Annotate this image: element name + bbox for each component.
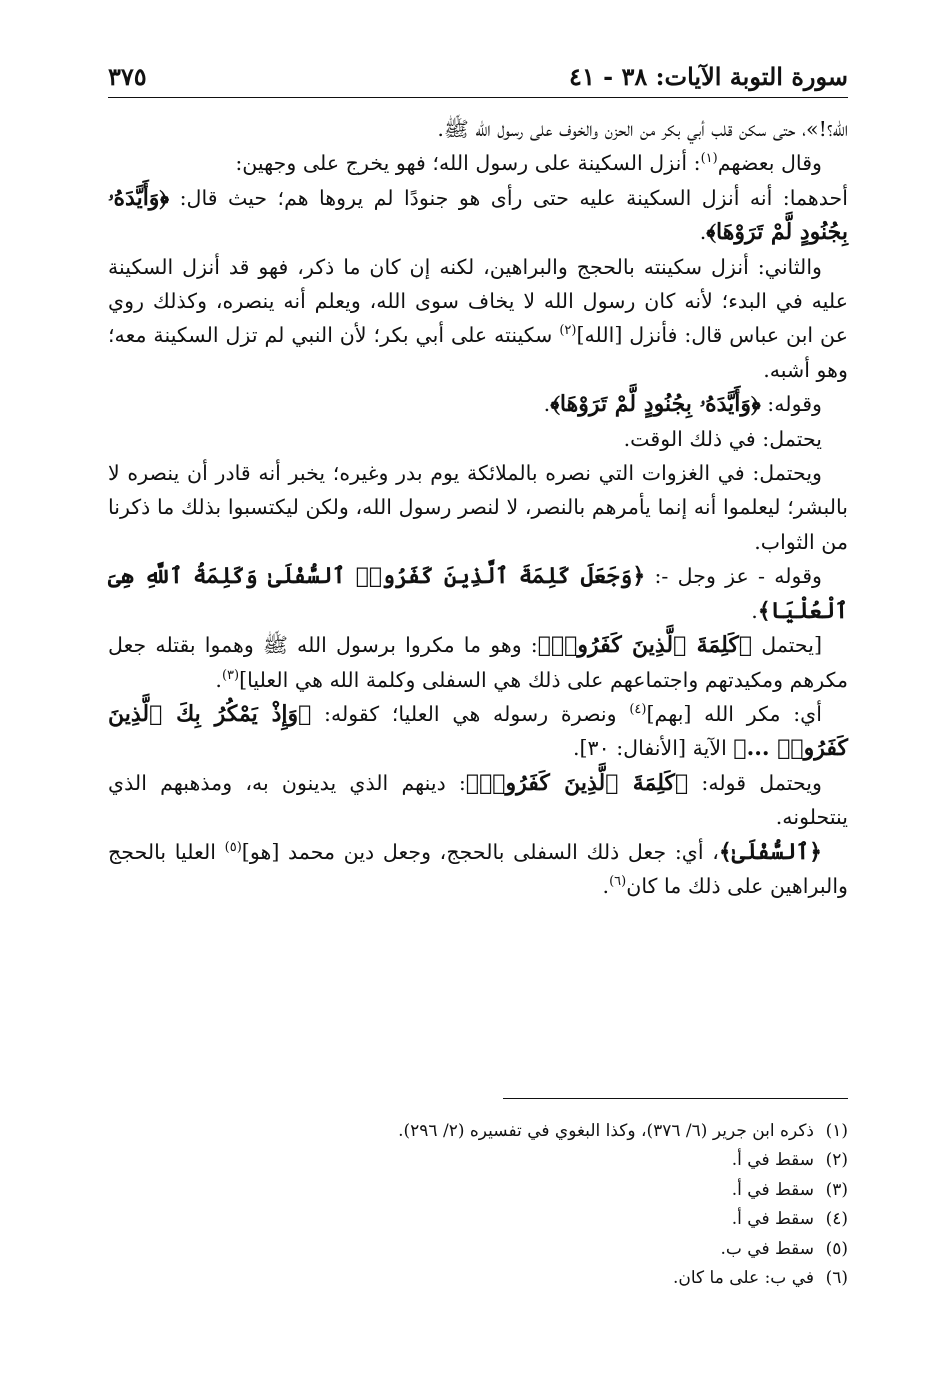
footnotes <box>108 1117 848 1293</box>
quran-verse: ﴿وَأَيَّدَهُۥ بِجُنُودٍ لَّمْ تَرَوْهَا﴾ <box>108 184 848 246</box>
footnote <box>108 1264 848 1293</box>
paragraph: أي: مكر الله [بهم]$^{(٤)}$ ونصرة رسوله هي العليا؛ كقوله: ﴿وَإِذْ يَمْكُرُ بِكَ ٱلَّذِينَ كَفَرُوا۟ ...﴾ الآية [الأنفال: ٣٠]. <box>108 700 848 762</box>
footnote-text: سقط في ب. <box>720 1238 814 1259</box>
footnote-ref: (٣) <box>221 667 240 683</box>
paragraph: وقوله: ﴿وَأَيَّدَهُۥ بِجُنُودٍ لَّمْ تَرَوْهَا﴾. <box>543 391 822 418</box>
footnote-text: سقط في أ. <box>731 1179 814 1200</box>
paragraph: الله؟!»، حتى سكن قلب أبي بكر من الحزن والخوف على رسول الله ﷺ. <box>437 117 848 141</box>
quran-verse: ﴿وَجَعَلَ كَلِمَةَ ٱلَّذِينَ كَفَرُوا۟ ٱلسُّفْلَىٰ وَكَلِمَةُ ٱللَّهِ هِىَ ٱلْعُلْيَا﴾ <box>108 563 848 624</box>
footnote-number: (١) <box>825 1121 848 1141</box>
quran-verse: ﴿كَلِمَةَ ٱلَّذِينَ كَفَرُوا۟﴾ <box>537 632 753 659</box>
footnote-ref: (٥) <box>224 839 242 855</box>
quran-verse: ﴿وَأَيَّدَهُۥ بِجُنُودٍ لَّمْ تَرَوْهَا﴾ <box>550 391 761 418</box>
footnote-number: (٣) <box>825 1179 848 1200</box>
footnote <box>108 1146 848 1175</box>
footnote-ref: (١) <box>700 151 718 167</box>
quran-verse: ﴿كَلِمَةَ ٱلَّذِينَ كَفَرُوا۟﴾ <box>465 769 689 796</box>
quran-verse: ﴿وَإِذْ يَمْكُرُ بِكَ ٱلَّذِينَ كَفَرُوا۟ ...﴾ <box>108 700 848 762</box>
footnote-text: في ب: على ما كان. <box>672 1268 814 1289</box>
paragraph: وقال بعضهم$^{(١)}$: أنزل السكينة على رسول الله؛ فهو يخرج على وجهين: <box>235 151 822 176</box>
footnote-text: سقط في أ. <box>731 1209 814 1230</box>
quran-verse: ﴿ٱلسُّفْلَىٰ﴾ <box>718 838 822 865</box>
footnote-number: (٦) <box>825 1268 848 1289</box>
footnote <box>108 1205 848 1234</box>
paragraph: يحتمل: في ذلك الوقت. <box>623 426 822 451</box>
footnote-number: (٢) <box>825 1150 848 1171</box>
paragraph: ﴿ٱلسُّفْلَىٰ﴾، أي: جعل ذلك السفلى بالحجج، وجعل دين محمد [هو]$^{(٥)}$ العليا بالحجج والبراهين على ذلك ما كان$^{(٦)}$. <box>108 838 848 898</box>
footnote-ref: (٦) <box>609 874 627 890</box>
footnote-rule <box>503 1098 848 1099</box>
paragraph: ويحتمل قوله: ﴿كَلِمَةَ ٱلَّذِينَ كَفَرُوا۟﴾: دينهم الذي يدينون به، ومذهبهم الذي ينتحلونه. <box>108 769 848 830</box>
footnote <box>108 1235 848 1264</box>
paragraph: وقوله - عز وجل -: ﴿وَجَعَلَ كَلِمَةَ ٱلَّذِينَ كَفَرُوا۟ ٱلسُّفْلَىٰ وَكَلِمَةُ ٱللَّهِ هِىَ ٱلْعُلْيَا﴾. <box>108 563 848 624</box>
header-rule <box>108 97 848 98</box>
paragraph: والثاني: أنزل سكينته بالحجج والبراهين، لكنه إن كان ما ذكر، فهو قد أنزل السكينة عليه في البدء؛ لأنه كان رسول الله لا يخاف سوى الله، ويعلم أنه ينصره، وكذلك روي عن ابن عباس قال: فأنزل [الله]$^{(٢)}$ سكينته على أبي بكر؛ لأن النبي لم تزل السكينة معه؛ وهو أشبه. <box>108 254 848 382</box>
footnote-number: (٥) <box>825 1238 848 1259</box>
main-text <box>108 112 848 903</box>
footnote <box>108 1176 848 1205</box>
page-header <box>108 58 848 96</box>
footnote-number: (٤) <box>825 1209 848 1230</box>
footnote-text: سقط في أ. <box>731 1150 814 1171</box>
page-number: ٣٧٥ <box>108 62 147 91</box>
paragraph: ويحتمل: في الغزوات التي نصره بالملائكة يوم بدر وغيره؛ يخبر أنه قادر أن ينصره لا بالبشر؛ ليعلموا أنه إنما يأمرهم بالنصر، لا لنصر رسول الله، ولكن ليكتسبوا بذلك ما ذكرنا من الثواب. <box>108 461 848 554</box>
footnote-ref: (٢) <box>559 323 577 339</box>
footnote <box>108 1117 848 1146</box>
paragraph: [يحتمل ﴿كَلِمَةَ ٱلَّذِينَ كَفَرُوا۟﴾: وهو ما مكروا برسول الله ﷺ وهموا بقتله جعل مكرهم ومكيدتهم واجتماعهم على ذلك هي السفلى وكلمة الله هي العليا]$^{(٣)}$. <box>108 632 848 692</box>
running-title: سورة التوبة الآيات: ٣٨ - ٤١ <box>569 62 848 91</box>
paragraph: أحدهما: أنه أنزل السكينة عليه حتى رأى هو جنودًا لم يروها هم؛ حيث قال: ﴿وَأَيَّدَهُۥ بِجُنُودٍ لَّمْ تَرَوْهَا﴾. <box>108 184 848 246</box>
footnote-text: ذكره ابن جرير (٦/ ٣٧٦)، وكذا البغوي في تفسيره (٢/ ٢٩٦). <box>398 1121 814 1141</box>
footnote-ref: (٤) <box>629 702 647 718</box>
